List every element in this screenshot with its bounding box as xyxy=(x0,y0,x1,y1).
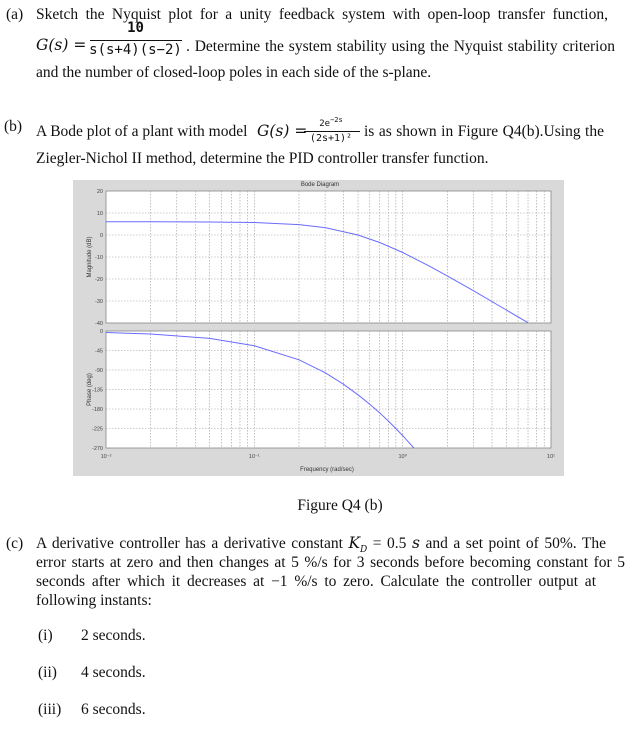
part-a-lhs: G(s) = xyxy=(36,36,87,54)
text: and a set point of 50%. The xyxy=(425,535,607,552)
y-tick-label: 20 xyxy=(96,189,103,195)
part-b-lhs: G(s) = xyxy=(257,122,308,140)
part-a-denominator: s(s+4)(s−2) xyxy=(89,42,182,58)
kd-subscript: D xyxy=(360,545,368,556)
y-tick-label: -135 xyxy=(91,387,103,394)
part-b-line2: Ziegler-Nichol II method, determine the PID controller transfer function. xyxy=(36,150,489,167)
y-tick-label: -270 xyxy=(91,446,103,452)
item-text: 2 seconds. xyxy=(81,627,146,644)
y-tick-label: -90 xyxy=(95,368,103,374)
item-label: (ii) xyxy=(38,664,57,681)
x-tick-label: 10¹ xyxy=(547,454,555,460)
y-tick-label: -40 xyxy=(95,321,103,327)
y-tick-label: -30 xyxy=(95,299,103,305)
part-b-line1-end: is as shown in Figure Q4(b).Using the xyxy=(364,123,604,140)
kd-symbol xyxy=(348,534,368,556)
part-a-line2: . Determine the system stability using the Nyquist stability criterion xyxy=(186,38,615,55)
y-tick-label: -180 xyxy=(91,407,103,413)
item-text: 6 seconds. xyxy=(81,701,146,718)
chart-title: Bode Diagram xyxy=(300,182,340,188)
figure-caption: Figure Q4 (b) xyxy=(297,497,383,514)
x-tick-label: 10⁻² xyxy=(100,454,112,460)
numerator-exponent: −2s xyxy=(330,116,343,124)
item-text: 4 seconds. xyxy=(81,664,146,681)
kd-letter: K xyxy=(348,534,361,552)
item-label: (iii) xyxy=(38,701,62,718)
part-a-line3: and the number of closed-loop poles in each side of the s-plane. xyxy=(36,64,432,81)
part-a-line1: Sketch the Nyquist plot for a unity feedback system with open-loop transfer function, xyxy=(36,6,608,23)
y-tick-label: 0 xyxy=(99,329,103,335)
item-label: (i) xyxy=(38,627,53,644)
part-b-label: (b) xyxy=(4,118,23,135)
part-c-line3: seconds after which it decreases at −1 %/s to zero. Calculate the controller output at xyxy=(36,573,596,590)
x-axis-label: Frequency (rad/sec) xyxy=(300,467,354,473)
y-tick-label: -10 xyxy=(95,255,103,261)
part-a-label: (a) xyxy=(6,6,24,23)
part-b-line1-start: A Bode plot of a plant with model xyxy=(36,123,248,140)
x-tick-label: 10⁰ xyxy=(398,454,407,460)
magnitude-axis-label: Magnitude (dB) xyxy=(87,236,93,278)
part-c-line2: error starts at zero and then changes at 5 %/s for 3 seconds before becoming constant for 5 xyxy=(36,554,625,571)
x-tick-label: 10⁻¹ xyxy=(248,454,260,460)
part-c-label: (c) xyxy=(6,535,24,552)
y-tick-label: -20 xyxy=(95,277,103,283)
y-tick-label: 10 xyxy=(96,211,103,217)
numerator-base: 2e xyxy=(319,119,331,129)
part-b-denominator: (2s+1)² xyxy=(309,133,353,144)
y-tick-label: -225 xyxy=(91,426,103,433)
part-c-line4: following instants: xyxy=(36,592,152,609)
text: = 0.5 xyxy=(372,535,407,552)
y-tick-label: 0 xyxy=(99,233,103,239)
phase-axis-label: Phase (deg) xyxy=(87,373,93,406)
unit-s: s xyxy=(411,534,420,552)
y-tick-label: -45 xyxy=(95,348,103,355)
text: A derivative controller has a derivative constant xyxy=(36,535,343,552)
part-a-numerator: 10 xyxy=(127,20,144,36)
